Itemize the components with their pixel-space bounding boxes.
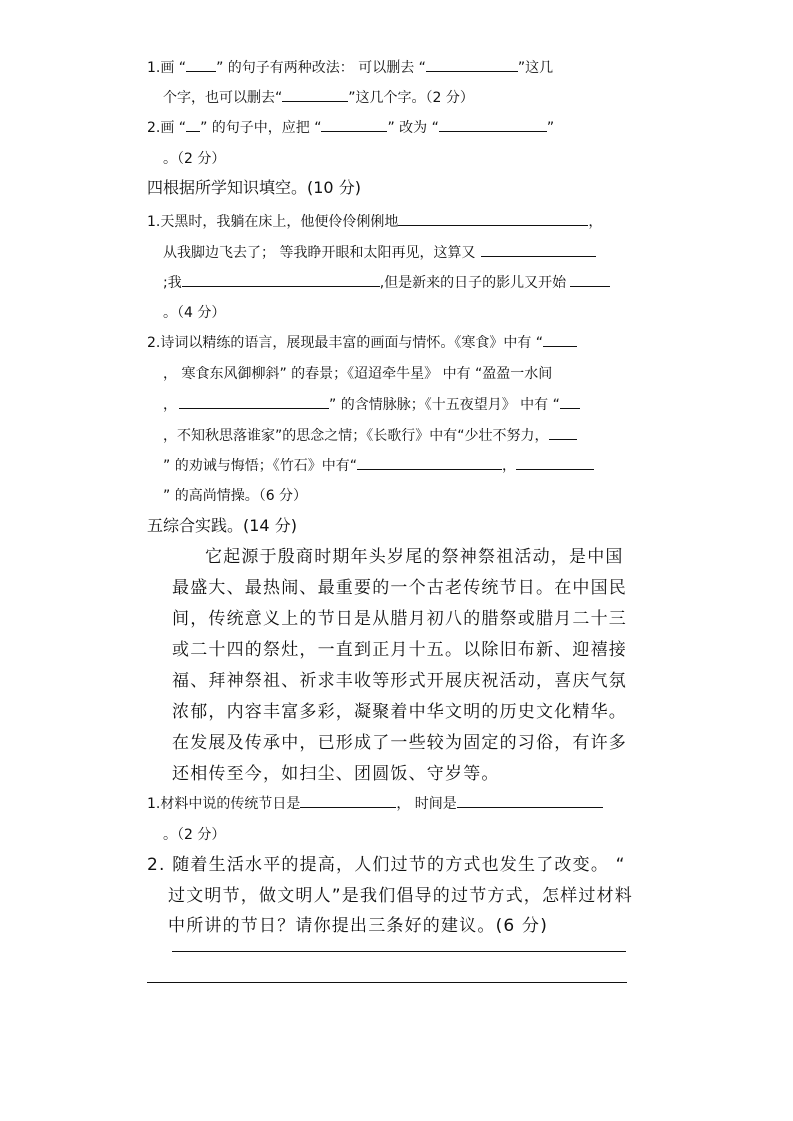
section-5-heading: 五综合实践。(14 分): [147, 516, 297, 535]
text: ”这几: [517, 60, 554, 76]
q3-2-line2: 。（2 分）: [163, 151, 226, 167]
answer-blank[interactable]: [543, 333, 577, 347]
text: 从我脚边飞去了； 等我睁开眼和太阳再见，这算又: [163, 245, 476, 261]
text: ， 时间是: [396, 796, 457, 812]
answer-blank[interactable]: [516, 456, 594, 470]
answer-blank[interactable]: [426, 58, 518, 72]
q3-1-line2: [163, 88, 474, 108]
q5-1-line1: [147, 794, 603, 814]
q4-2-line2: ， 寒食东风御柳斜” 的春景；《迢迢牵牛星》 中有 “盈盈一水间: [163, 366, 553, 382]
answer-blank[interactable]: [321, 118, 387, 132]
q5-2-line2: 过文明节，做文明人”是我们倡导的过节方式，怎样过材料: [168, 886, 634, 906]
text: ，: [163, 397, 177, 413]
answer-blank[interactable]: [398, 212, 588, 226]
q5-2-line1: 2. 随着生活水平的提高，人们过节的方式也发生了改变。 “: [147, 855, 626, 875]
text: ” 的劝诫与悔悟；《竹石》中有“: [163, 458, 357, 474]
q4-1-line3: [163, 273, 610, 293]
text: ” 的句子中，应把 “: [200, 120, 322, 136]
text: ，不知秋思落谁家”的思念之情；《长歌行》中有“少壮不努力，: [163, 428, 549, 444]
answer-blank[interactable]: [357, 456, 502, 470]
section-4-heading: 四根据所学知识填空。(10 分): [147, 178, 361, 197]
q5-1-line2: 。（2 分）: [163, 827, 226, 843]
text: ” 的句子有两种改法： 可以删去 “: [216, 60, 426, 76]
q3-1-line1: [147, 58, 553, 78]
answer-line[interactable]: [172, 951, 626, 952]
answer-blank[interactable]: [560, 395, 580, 409]
passage-line: 或二十四的祭灶，一直到正月十五。以除旧布新、迎禧接: [172, 640, 627, 660]
text: ”这几个字。（2 分）: [348, 90, 474, 106]
text: 2.画 “: [147, 120, 187, 136]
text: ;我: [163, 275, 182, 291]
q4-1-line2: [163, 243, 596, 263]
q5-2-line3: 中所讲的节日？请你提出三条好的建议。(6 分): [168, 916, 549, 936]
passage-line: 福、拜神祭祖、祈求丰收等形式开展庆祝活动，喜庆气氛: [172, 671, 627, 691]
text: ” 改为 “: [387, 120, 439, 136]
passage-line: 间，传统意义上的节日是从腊月初八的腊祭或腊月二十三: [172, 609, 627, 629]
text: ，: [588, 214, 603, 230]
text: ,但是新来的日子的影儿又开始: [379, 275, 567, 291]
answer-blank[interactable]: [179, 395, 329, 409]
answer-blank[interactable]: [182, 273, 380, 287]
text: 个字，也可以删去“: [163, 90, 283, 106]
answer-blank[interactable]: [282, 88, 348, 102]
passage-line: 在发展及传承中，已形成了一些较为固定的习俗，有许多: [172, 733, 627, 753]
text: ，: [501, 458, 516, 474]
text: ”: [546, 120, 555, 136]
q4-2-line5: [163, 456, 594, 476]
q4-2-line3: [163, 395, 580, 415]
text: 2.诗词以精练的语言，展现最丰富的画面与情怀。《寒食》中有 “: [147, 335, 544, 351]
q4-2-line1: [147, 333, 577, 353]
passage-line: 浓郁，内容丰富多彩，凝聚着中华文明的历史文化精华。: [172, 702, 627, 722]
answer-blank[interactable]: [439, 118, 547, 132]
passage-line: 它起源于殷商时期年头岁尾的祭神祭祖活动，是中国: [205, 547, 624, 567]
answer-line[interactable]: [147, 982, 627, 983]
q4-2-line4: [163, 426, 577, 446]
q3-2-line1: [147, 118, 554, 138]
answer-blank[interactable]: [570, 273, 610, 287]
answer-blank[interactable]: [549, 426, 577, 440]
answer-blank[interactable]: [186, 118, 200, 132]
text: 1.天黑时，我躺在床上，他便伶伶俐俐地: [147, 214, 399, 230]
q4-2-line6: ” 的高尚情操。（6 分）: [163, 488, 308, 504]
passage-line: 还相传至今，如扫尘、团圆饭、守岁等。: [172, 764, 500, 784]
passage-line: 最盛大、最热闹、最重要的一个古老传统节日。在中国民: [172, 578, 627, 598]
text: 1.材料中说的传统节日是: [147, 796, 301, 812]
text: ” 的含情脉脉；《十五夜望月》 中有 “: [329, 397, 560, 413]
q4-1-line1: [147, 212, 602, 232]
answer-blank[interactable]: [481, 243, 596, 257]
answer-blank[interactable]: [300, 794, 396, 808]
text: 1.画 “: [147, 60, 187, 76]
answer-blank[interactable]: [186, 58, 216, 72]
answer-blank[interactable]: [457, 794, 603, 808]
q4-1-line4: 。（4 分）: [163, 305, 226, 321]
